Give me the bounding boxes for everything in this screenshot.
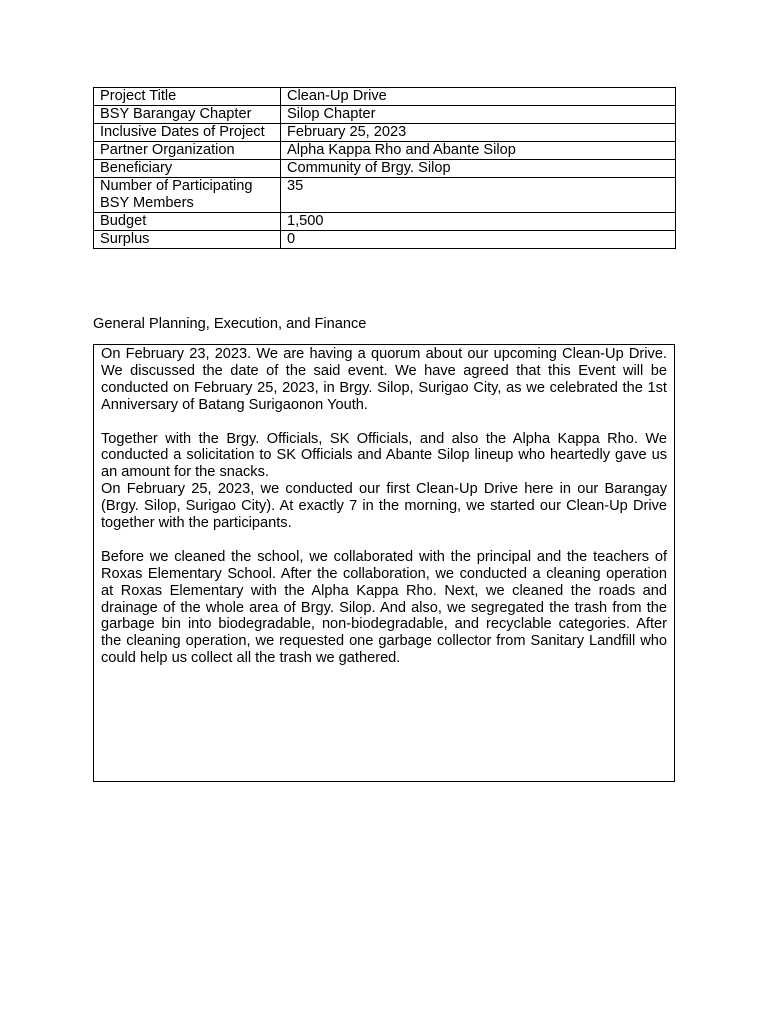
row-label: Project Title <box>94 88 281 106</box>
row-value: Alpha Kappa Rho and Abante Silop <box>281 142 676 160</box>
table-row <box>94 178 676 213</box>
table-row <box>94 124 676 142</box>
row-label: Budget <box>94 213 281 231</box>
row-label: Inclusive Dates of Project <box>94 124 281 142</box>
table-row <box>94 142 676 160</box>
row-value: 0 <box>281 231 676 249</box>
table-row <box>94 213 676 231</box>
row-value: Community of Brgy. Silop <box>281 160 676 178</box>
narrative-paragraph: Together with the Brgy. Officials, SK Officials, and also the Alpha Kappa Rho. We conducted a solicitation to SK Officials and Abante Silop lineup who heartedly gave us an amount for the snacks. <box>101 430 667 481</box>
table-row <box>94 231 676 249</box>
narrative-paragraph: Before we cleaned the school, we collaborated with the principal and the teachers of Roxas Elementary School. After the collaboration, we conducted a cleaning operation at Roxas Elementary with the Alpha Kappa Rho. Next, we cleaned the roads and drainage of the whole area of Brgy. Silop. And also, we segregated the trash from the garbage bin into biodegradable, non-biodegradable, and recyclable categories. After the cleaning operation, we requested one garbage collector from Sanitary Landfill who could help us collect all the trash we gathered. <box>101 548 667 667</box>
row-label: Partner Organization <box>94 142 281 160</box>
row-value: Silop Chapter <box>281 106 676 124</box>
table-row <box>94 160 676 178</box>
row-label: Surplus <box>94 231 281 249</box>
row-label: Beneficiary <box>94 160 281 178</box>
row-value: 1,500 <box>281 213 676 231</box>
project-info-table <box>93 87 676 249</box>
table-row <box>94 106 676 124</box>
row-value: Clean-Up Drive <box>281 88 676 106</box>
row-value: 35 <box>281 178 676 213</box>
narrative-paragraph: On February 23, 2023. We are having a quorum about our upcoming Clean-Up Drive. We discussed the date of the said event. We have agreed that this Event will be conducted on February 25, 2023, in Brgy. Silop, Surigao City, as we celebrated the 1st Anniversary of Batang Surigaonon Youth. <box>101 346 667 413</box>
narrative-paragraph: On February 25, 2023, we conducted our first Clean-Up Drive here in our Barangay (Brgy. Silop, Surigao City). At exactly 7 in the morning, we started our Clean-Up Drive together with the participants. <box>101 481 667 532</box>
row-value: February 25, 2023 <box>281 124 676 142</box>
table-row <box>94 88 676 106</box>
row-label: Number of Participating BSY Members <box>94 178 281 213</box>
section-heading: General Planning, Execution, and Finance <box>93 316 367 332</box>
row-label: BSY Barangay Chapter <box>94 106 281 124</box>
narrative-box <box>93 344 675 782</box>
